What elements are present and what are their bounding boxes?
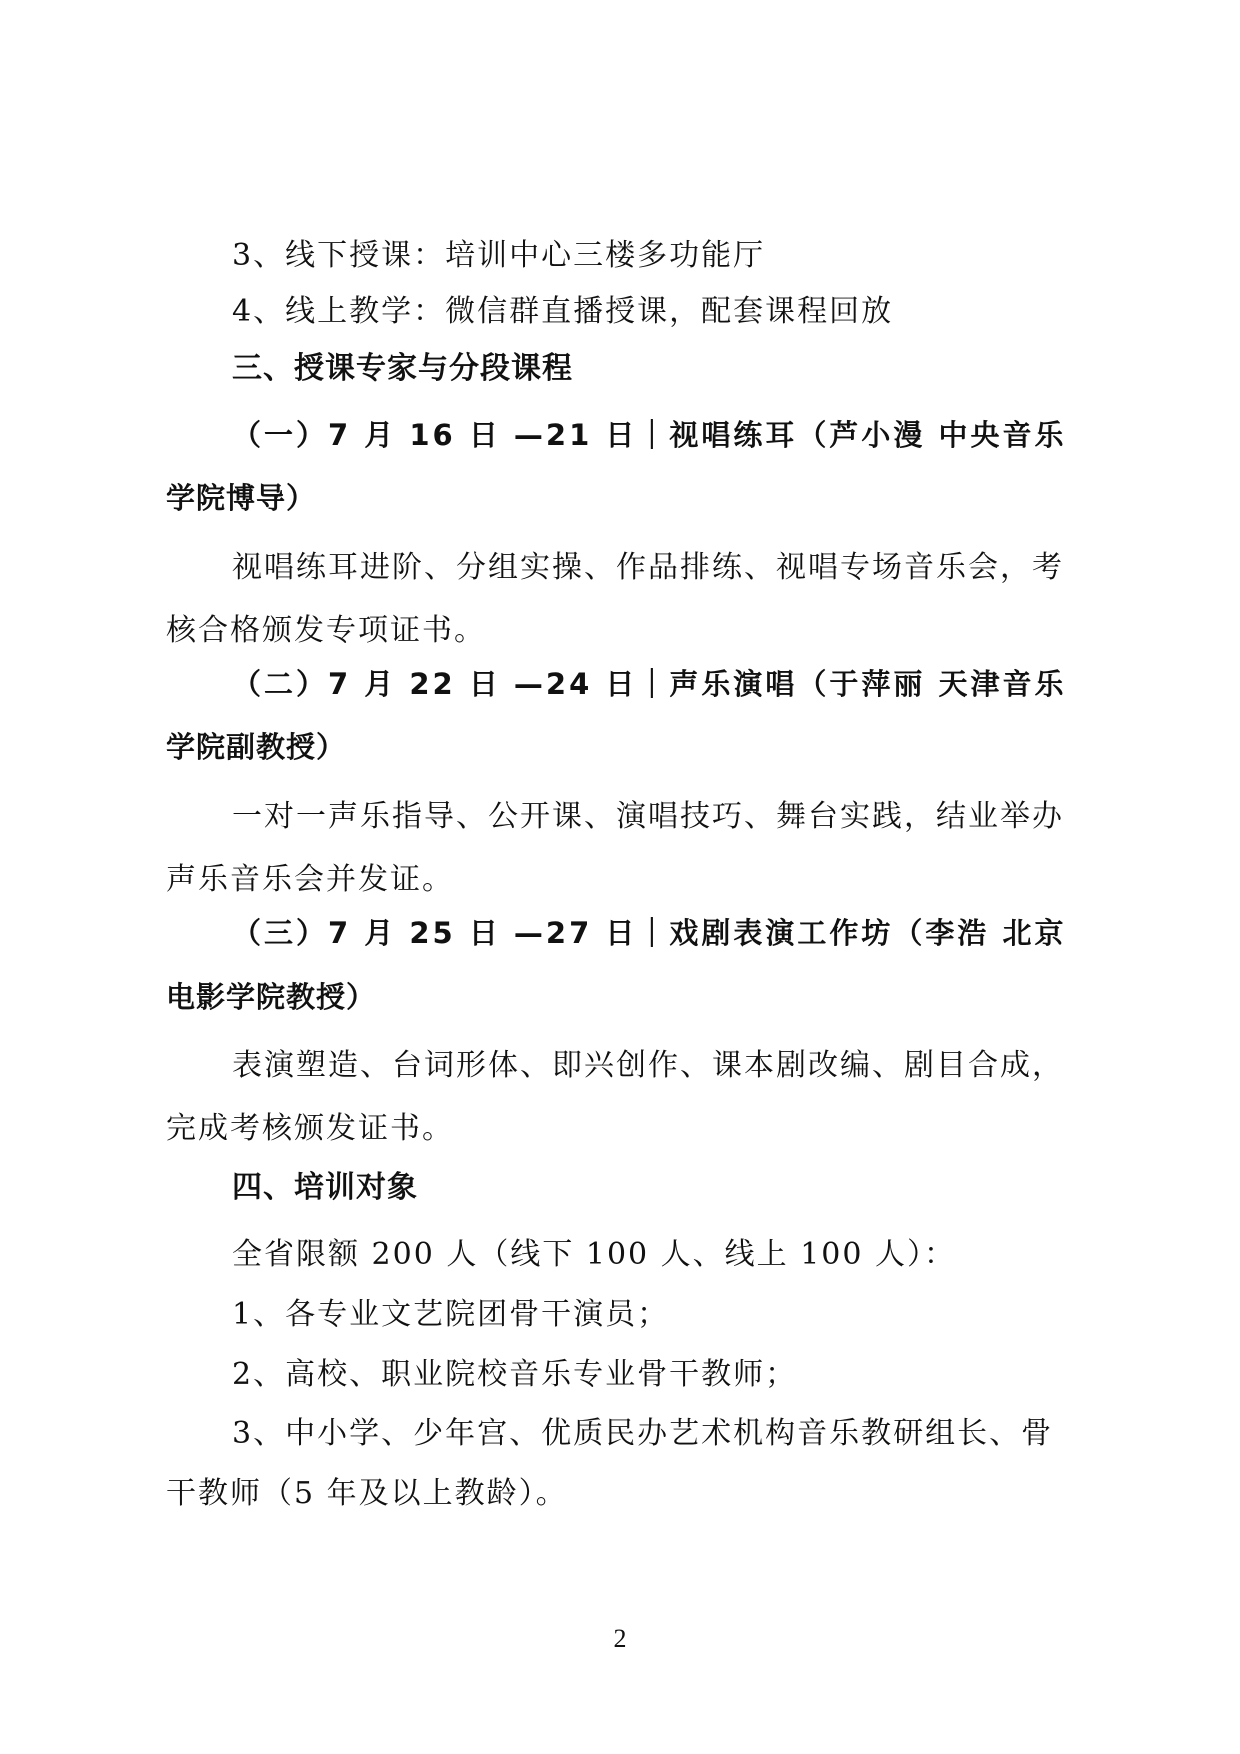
course-description-1: 视唱练耳进阶、分组实操、作品排练、视唱专场音乐会，考 (232, 550, 1064, 585)
list-item-offline-teaching: 3、线下授课：培训中心三楼多功能厅 (232, 238, 766, 273)
list-item-college-teachers: 2、高校、职业院校音乐专业骨干教师； (232, 1357, 798, 1392)
course-description-3: 表演塑造、台词形体、即兴创作、课本剧改编、剧目合成， (232, 1048, 1064, 1083)
list-item-performers: 1、各专业文艺院团骨干演员； (232, 1297, 670, 1332)
section-heading-4: 四、培训对象 (232, 1170, 418, 1205)
list-item-school-teachers-continued: 干教师（5 年及以上教龄）。 (166, 1476, 568, 1511)
course-heading-2: （二）7 月 22 日 —24 日｜声乐演唱（于萍丽 天津音乐 (232, 667, 1067, 701)
list-item-online-teaching: 4、线上教学：微信群直播授课，配套课程回放 (232, 294, 894, 329)
course-description-2: 一对一声乐指导、公开课、演唱技巧、舞台实践，结业举办 (232, 799, 1064, 834)
course-description-1-continued: 核合格颁发专项证书。 (166, 613, 486, 648)
course-description-3-continued: 完成考核颁发证书。 (166, 1111, 454, 1146)
course-heading-1: （一）7 月 16 日 —21 日｜视唱练耳（芦小漫 中央音乐 (232, 418, 1067, 452)
course-heading-3-continued: 电影学院教授） (166, 980, 377, 1014)
course-heading-1-continued: 学院博导） (166, 481, 317, 515)
list-item-school-teachers: 3、中小学、少年宫、优质民办艺术机构音乐教研组长、骨 (232, 1416, 1054, 1451)
course-description-2-continued: 声乐音乐会并发证。 (166, 862, 454, 897)
section-heading-3: 三、授课专家与分段课程 (232, 351, 573, 386)
page-number: 2 (613, 1624, 627, 1653)
course-heading-2-continued: 学院副教授） (166, 730, 347, 764)
course-heading-3: （三）7 月 25 日 —27 日｜戏剧表演工作坊（李浩 北京 (232, 916, 1067, 950)
quota-statement: 全省限额 200 人（线下 100 人、线上 100 人）： (232, 1237, 956, 1272)
